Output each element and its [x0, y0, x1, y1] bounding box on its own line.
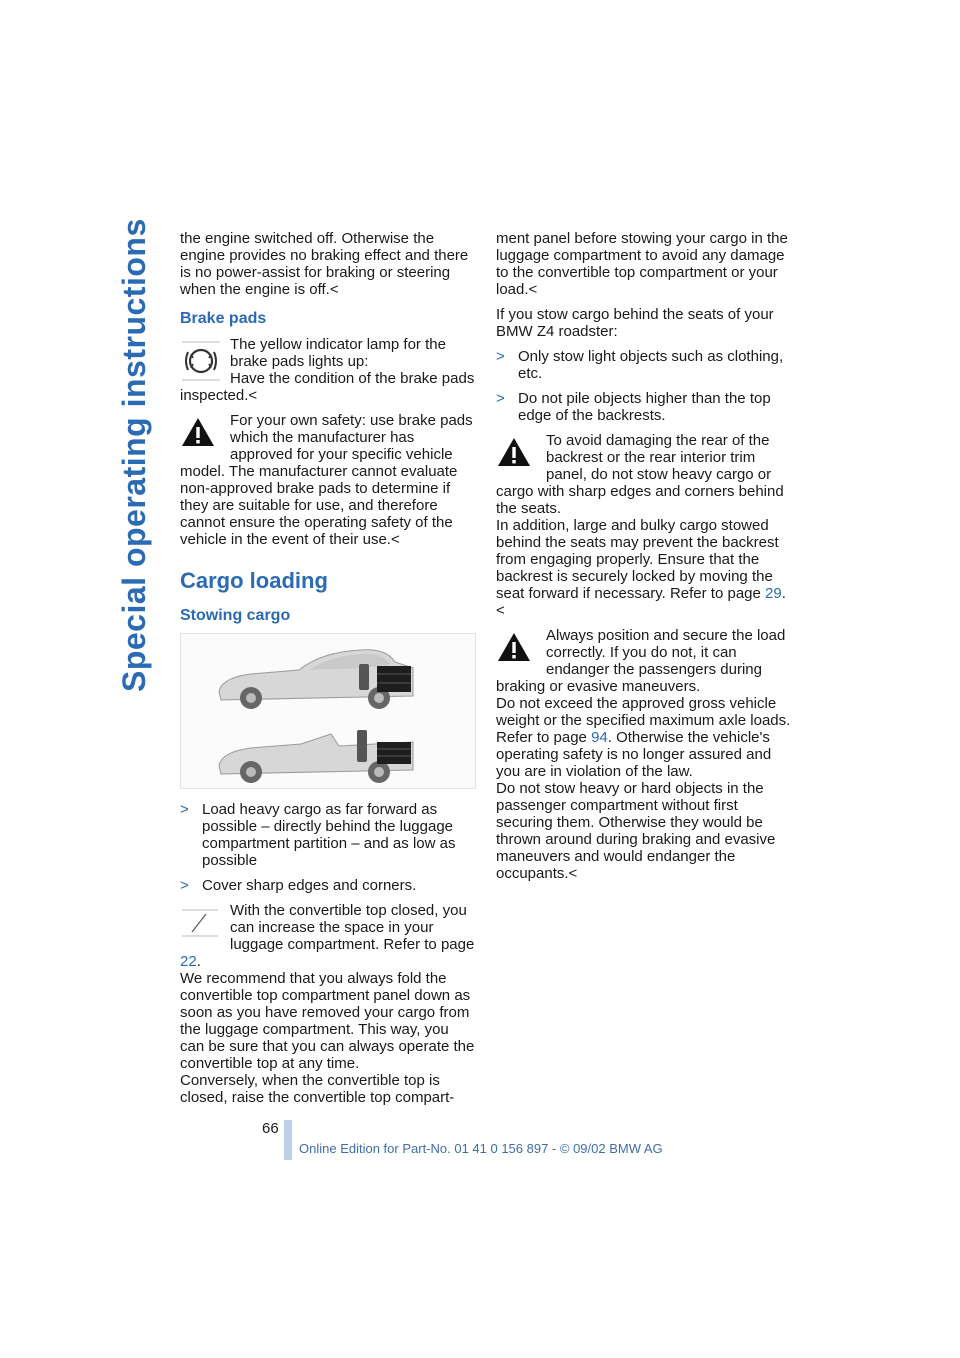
backrest-warning: To avoid damaging the rear of the backrest or the rear interior trim panel, do not stow heavy cargo or cargo with sharp edges and corners behind the seats. In addition, large and bulky cargo stowed behind the seats may prevent the backrest from engaging properly. Ensure that the backrest is securely locked by moving the seat forward if necessary. Refer to page 29.< [496, 432, 786, 619]
bullet-item: > Cover sharp edges and corners. [180, 877, 417, 894]
note-icon [180, 906, 222, 946]
bullet-item: > Load heavy cargo as far forward as possible – directly behind the luggage compartment partition – and as low as possible [180, 801, 456, 869]
seats-paragraph: If you stow cargo behind the seats of your BMW Z4 roadster: [496, 306, 774, 340]
car-roof-open-image [219, 730, 413, 783]
load-security-warning: Always position and secure the load correctly. If you do not, it can endanger the passengers during braking or evasive maneuvers. Do not exceed the approved gross vehicle weight or the specified maximum axle loads. Refer to page 94. Otherwise the vehicle's operating safety is no longer assured and you are in violation of the law. Do not stow heavy or hard objects in the passenger compartment without first securing them. Otherwise they would be thrown around during braking and evasive maneuvers and would endanger the occupants.< [496, 627, 791, 882]
warning-triangle-icon [496, 436, 538, 476]
page-link-29[interactable]: 29 [765, 585, 782, 602]
continued-paragraph: ment panel before stowing your cargo in the luggage compartment to avoid any damage to the convertible top compartment or your load.< [496, 230, 788, 298]
brake-pads-heading: Brake pads [180, 310, 267, 327]
car-roof-closed-image [219, 650, 413, 709]
left-column [180, 230, 476, 1114]
chapter-title: Special operating instructions [116, 218, 152, 692]
bullet-item: > Only stow light objects such as clothing, etc. [496, 348, 784, 382]
warning-triangle-icon [180, 416, 222, 456]
warning-triangle-icon [496, 631, 538, 671]
page-number: 66 [262, 1120, 279, 1137]
chapter-sidebar [108, 218, 156, 692]
footer-bar [284, 1120, 292, 1160]
brake-lamp-text-b: Have the condition of the brake pads inspected.< [180, 370, 475, 404]
page-link-22[interactable]: 22 [180, 953, 197, 970]
intro-paragraph: the engine switched off. Otherwise the engine provides no braking effect and there is no power-assist for braking or steering when the engine is off.< [180, 230, 469, 298]
brake-pads-warning: For your own safety: use brake pads which the manufacturer has approved for your specific vehicle model. The manufacturer cannot evaluate non-approved brake pads to determine if they are suitable for use, and therefore cannot ensure the operating safety of the vehicle in the event of their use.< [180, 412, 473, 548]
brake-lamp-note [180, 336, 476, 404]
footer-text: Online Edition for Part-No. 01 41 0 156 897 - © 09/02 BMW AG [299, 1141, 663, 1156]
bullet-item: > Do not pile objects higher than the top edge of the backrests. [496, 390, 771, 424]
convertible-top-note: With the convertible top closed, you can increase the space in your luggage compartment. Refer to page 22. We recommend that you always fold the convertible top compartment panel down as soon as you have removed your cargo from the luggage compartment. This way, you can be sure that you can always operate the convertible top at any time. Conversely, when the convertible top is closed, raise the convertible top compart- [180, 902, 475, 1106]
right-column [496, 230, 792, 890]
brake-pad-lamp-icon [180, 340, 222, 382]
page-link-94[interactable]: 94 [591, 729, 608, 746]
brake-lamp-text-a: The yellow indicator lamp for the brake pads lights up: [230, 336, 446, 370]
stowing-cargo-heading: Stowing cargo [180, 607, 291, 624]
cargo-illustration [180, 633, 476, 789]
cargo-loading-heading: Cargo loading [180, 568, 328, 593]
